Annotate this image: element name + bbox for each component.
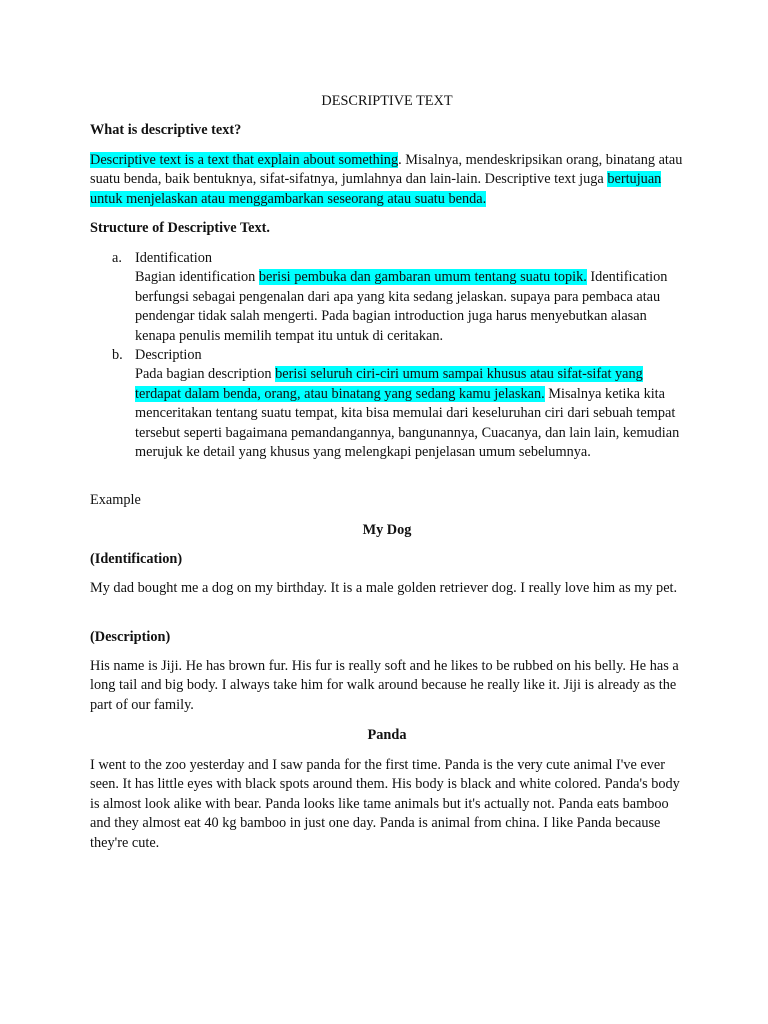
list-item-title: Identification xyxy=(135,250,213,266)
description-label: (Description) xyxy=(90,629,171,645)
panda-title: Panda xyxy=(367,727,407,743)
item-text-pre: Pada bagian description xyxy=(135,366,276,383)
document-title: DESCRIPTIVE TEXT xyxy=(321,93,453,109)
example-label: Example xyxy=(90,492,141,508)
definition-paragraph xyxy=(90,151,684,209)
highlight-definition: Descriptive text is a text that explain about something xyxy=(90,152,399,168)
panda-paragraph: I went to the zoo yesterday and I saw panda for the first time. Panda is the very cute animal I've ever seen. It has little eyes with black spots around them. His body is black and white colored. Panda's body is almost look alike with bear. Panda looks like tame animals but it's actually not. Panda eats bamboo and they almost eat 40 kg bamboo in just one day. Panda is animal from china. I like Panda because they're cute. xyxy=(90,757,680,851)
item-highlight: berisi seluruh ciri-ciri umum sampai khusus atau sifat-sifat yang terdapat dalam benda, orang, atau binatang yang sedang kamu jelaskan. xyxy=(135,366,643,402)
highlight-purpose: bertujuan untuk menjelaskan atau menggambarkan seseorang atau suatu benda. xyxy=(90,171,662,207)
item-text-pre: Bagian identification xyxy=(135,269,259,286)
item-highlight: berisi pembuka dan gambaran umum tentang suatu topik. xyxy=(258,269,587,286)
list-marker: a. xyxy=(112,250,122,266)
dog-identification-paragraph: My dad bought me a dog on my birthday. It is a male golden retriever dog. I really love him as my pet. xyxy=(90,580,678,596)
list-marker: b. xyxy=(112,347,123,363)
item-text-post: Misalnya ketika kita menceritakan tentang suatu tempat, kita bisa memulai dari keseluruhan ciri dari sebuah tempat tersebut seperti bagaimana pemandangannya, bangunannya, Cuacanya, dan lain lain, kemudian merujuk ke detail yang khusus yang melengkapi penjelasan umum sebelumnya. xyxy=(135,385,680,461)
my-dog-title: My Dog xyxy=(362,522,412,538)
list-item-title: Description xyxy=(135,347,202,363)
question-heading: What is descriptive text? xyxy=(90,122,242,138)
list-item-text xyxy=(135,365,684,462)
definition-text: . Misalnya, mendeskripsikan orang, binatang atau suatu benda, baik bentuknya, sifat-sifatnya, jumlahnya dan lain-lain. Descriptive text juga xyxy=(90,152,683,188)
structure-heading: Structure of Descriptive Text. xyxy=(90,220,271,236)
dog-description-paragraph: His name is Jiji. He has brown fur. His fur is really soft and he likes to be rubbed on his belly. He has a long tail and big body. I always take him for walk around because he really like it. Jiji is already as the part of our family. xyxy=(90,658,679,713)
list-item-text xyxy=(135,268,684,346)
item-text-post: Identification berfungsi sebagai pengenalan dari apa yang kita sedang jelaskan. supaya para pembaca atau pendengar tidak salah mengerti. Pada bagian introduction juga harus menyebutkan alasan kenapa penulis memilih tempat itu untuk di ceritakan. xyxy=(135,269,668,344)
identification-label: (Identification) xyxy=(90,551,183,567)
